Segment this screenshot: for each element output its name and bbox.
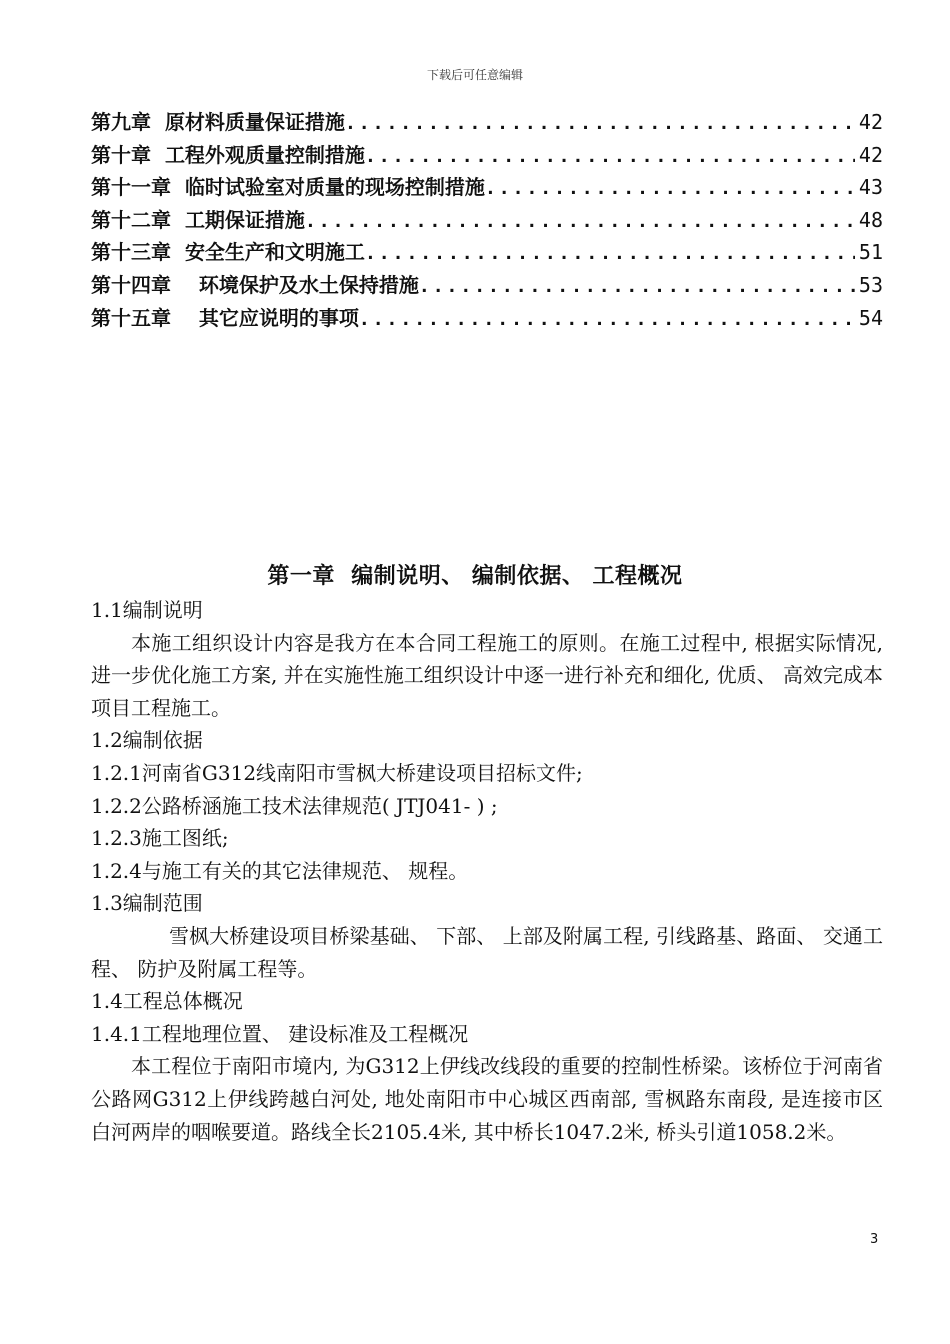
toc-entry[interactable]: [91, 269, 883, 302]
paragraph: 本施工组织设计内容是我方在本合同工程施工的原则。在施工过程中, 根据实际情况, 进一步优化施工方案, 并在实施性施工组织设计中逐一进行补充和细化, 优质、 高效完成本项目工程施工。: [91, 630, 883, 720]
page-header: 下载后可任意编辑: [426, 68, 523, 82]
toc-title: 工期保证措施: [184, 207, 305, 232]
toc-title: 安全生产和文明施工: [184, 240, 365, 265]
list-item: 1.2.2公路桥涵施工技术法律规范( JTJ041- ) ;: [91, 793, 498, 818]
paragraph: 雪枫大桥建设项目桥梁基础、 下部、 上部及附属工程, 引线路基、路面、 交通工程、 防护及附属工程等。: [91, 923, 883, 981]
toc-chapter-label: 第十五章: [91, 305, 171, 330]
toc-entry[interactable]: [91, 139, 883, 172]
toc-page-number: 51: [858, 240, 883, 265]
toc-entry[interactable]: [91, 302, 883, 335]
toc-entry[interactable]: [91, 171, 883, 204]
toc-chapter-label: 第十二章: [91, 207, 171, 232]
toc-dot-leader: [345, 113, 855, 134]
toc-title: 环境保护及水土保持措施: [198, 272, 419, 297]
chapter-heading: 第一章 编制说明、 编制依据、 工程概况: [267, 564, 683, 589]
toc-dot-leader: [305, 211, 855, 232]
toc-chapter-label: 第十四章: [91, 272, 171, 297]
toc-entry[interactable]: [91, 236, 883, 269]
chapter-body: [91, 594, 883, 1148]
table-of-contents: [91, 106, 883, 334]
toc-chapter-label: 第九章: [91, 110, 151, 134]
toc-page-number: 48: [858, 207, 883, 232]
toc-title: 工程外观质量控制措施: [164, 142, 365, 167]
toc-dot-leader: [359, 309, 855, 330]
toc-title: 临时试验室对质量的现场控制措施: [184, 175, 485, 200]
toc-page-number: 42: [858, 142, 883, 167]
subsection-heading: 1.4.1工程地理位置、 建设标准及工程概况: [91, 1021, 469, 1046]
toc-dot-leader: [485, 178, 855, 199]
toc-page-number: 54: [858, 305, 883, 330]
section-heading: 1.4工程总体概况: [91, 989, 243, 1014]
toc-page-number: 53: [858, 272, 883, 297]
section-heading: 1.3编制范围: [91, 891, 203, 916]
toc-page-number: 43: [858, 175, 883, 200]
toc-title: 其它应说明的事项: [198, 305, 359, 330]
toc-page-number: 42: [858, 110, 883, 134]
page-number: 3: [870, 1232, 879, 1247]
paragraph: 本工程位于南阳市境内, 为G312上伊线改线段的重要的控制性桥梁。该桥位于河南省公路网G312上伊线跨越白河处, 地处南阳市中心城区西南部, 雪枫路东南段, 是连接市区白河两岸的咽喉要道。路线全长2105.4米, 其中桥长1047.2米, 桥头引道1058.2米。: [91, 1054, 883, 1144]
toc-dot-leader: [365, 146, 855, 167]
list-item: 1.2.3施工图纸;: [91, 826, 229, 851]
list-item: 1.2.1河南省G312线南阳市雪枫大桥建设项目招标文件;: [91, 760, 583, 785]
toc-chapter-label: 第十三章: [91, 240, 171, 265]
section-heading: 1.2编制依据: [91, 728, 203, 753]
list-item: 1.2.4与施工有关的其它法律规范、 规程。: [91, 858, 469, 883]
toc-entry[interactable]: [91, 106, 883, 139]
section-heading: 1.1编制说明: [91, 598, 203, 622]
toc-entry[interactable]: [91, 204, 883, 237]
toc-chapter-label: 第十一章: [91, 175, 171, 200]
toc-chapter-label: 第十章: [91, 142, 151, 167]
toc-dot-leader: [365, 243, 855, 264]
toc-dot-leader: [419, 276, 855, 297]
toc-title: 原材料质量保证措施: [164, 110, 345, 134]
